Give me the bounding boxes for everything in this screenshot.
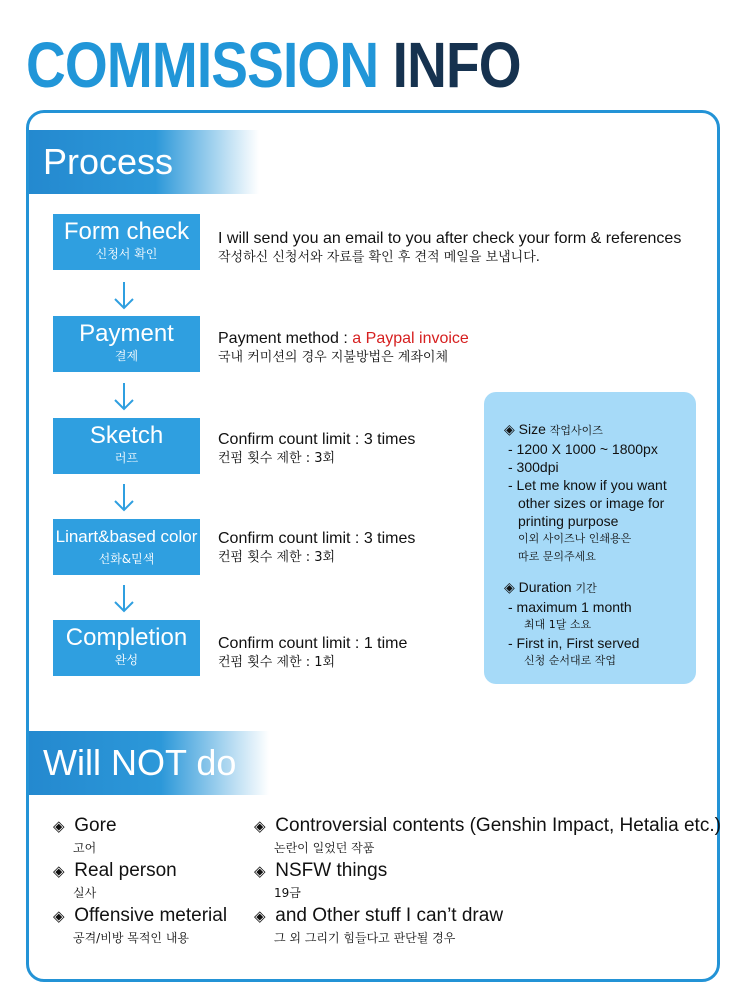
diamond-bullet-icon: ◈ <box>254 863 266 880</box>
duration-item: - First in, First served <box>508 635 640 651</box>
duration-note-ko: 신청 순서대로 작업 <box>524 654 617 667</box>
down-arrow-icon <box>112 482 136 512</box>
duration-item: - maximum 1 month <box>508 599 632 615</box>
will-not-do-item: ◈ Offensive meterial 공격/비방 목적인 내용 <box>53 905 228 945</box>
down-arrow-icon <box>112 280 136 310</box>
step-label-ko: 완성 <box>114 653 139 667</box>
will-not-do-item: ◈ Controversial contents (Genshin Impact, Hetalia etc.) 논란이 일었던 작품 <box>254 815 721 855</box>
step-label-ko: 선화&밑색 <box>98 552 155 566</box>
step-desc-ko: 작성하신 신청서와 자료를 확인 후 견적 메일을 보냅니다. <box>218 250 540 265</box>
step-label-ko: 러프 <box>114 451 139 465</box>
step-description <box>218 634 407 672</box>
size-duration-info-box <box>484 392 696 684</box>
payment-method-label: Payment method : <box>218 330 353 347</box>
step-desc-ko: 컨펌 횟수 제한 : 3회 <box>218 451 336 466</box>
step-label: Sketch <box>89 422 164 449</box>
size-item: - Let me know if you want <box>508 477 667 493</box>
step-description <box>218 329 469 367</box>
will-not-do-item: ◈ Real person 실사 <box>53 860 177 900</box>
title-part-commission: COMMISSION <box>26 29 379 101</box>
step-desc-en: Confirm count limit : 1 time <box>218 635 408 652</box>
step-desc-en: Confirm count limit : 3 times <box>218 530 416 547</box>
will-not-do-heading: Will NOT do <box>29 731 269 795</box>
step-label: Completion <box>65 624 188 651</box>
size-note-ko: 따로 문의주세요 <box>518 550 596 563</box>
step-desc-en: I will send you an email to you after check your form & references <box>218 230 682 247</box>
step-label: Linart&based color <box>55 527 198 546</box>
diamond-bullet-icon: ◈ <box>53 908 65 925</box>
diamond-bullet-icon: ◈ <box>53 863 65 880</box>
step-desc-en <box>218 329 469 348</box>
size-item-cont: printing purpose <box>518 513 619 529</box>
will-not-do-item: ◈ NSFW things 19금 <box>254 860 388 900</box>
will-not-do-item: ◈ Gore 고어 <box>53 815 117 855</box>
step-label: Form check <box>63 218 190 245</box>
size-item-cont: other sizes or image for <box>518 495 665 511</box>
step-desc-ko: 컨펌 횟수 제한 : 3회 <box>218 550 336 565</box>
step-payment <box>53 316 200 372</box>
step-desc-ko: 컨펌 횟수 제한 : 1회 <box>218 655 336 670</box>
payment-method-value: a Paypal invoice <box>352 330 469 347</box>
diamond-bullet-icon: ◈ <box>254 908 266 925</box>
step-label-ko: 결제 <box>114 349 139 363</box>
diamond-bullet-icon: ◈ <box>53 818 65 835</box>
page-title <box>26 30 521 100</box>
size-item: - 1200 X 1000 ~ 1800px <box>508 441 658 457</box>
process-heading: Process <box>29 130 259 194</box>
step-sketch <box>53 418 200 474</box>
size-heading: ◈ Size 작업사이즈 <box>504 421 603 437</box>
will-not-do-item: ◈ and Other stuff I can’t draw 그 외 그리기 힘들다고 판단될 경우 <box>254 905 504 945</box>
step-lineart-base-color <box>53 519 200 575</box>
step-form-check <box>53 214 200 270</box>
down-arrow-icon <box>112 583 136 613</box>
step-completion <box>53 620 200 676</box>
step-label: Payment <box>79 320 174 347</box>
diamond-bullet-icon: ◈ <box>254 818 266 835</box>
down-arrow-icon <box>112 381 136 411</box>
size-item: - 300dpi <box>508 459 559 475</box>
step-description <box>218 229 681 267</box>
step-label-ko: 신청서 확인 <box>95 247 158 261</box>
step-desc-en: Confirm count limit : 3 times <box>218 431 416 448</box>
step-description <box>218 430 415 468</box>
duration-heading: ◈ Duration 기간 <box>504 579 597 595</box>
step-desc-ko: 국내 커미션의 경우 지불방법은 계좌이체 <box>218 350 449 365</box>
duration-note-ko: 최대 1달 소요 <box>524 618 592 631</box>
size-note-ko: 이외 사이즈나 인쇄용은 <box>518 532 632 545</box>
title-part-info: INFO <box>392 29 521 101</box>
step-description <box>218 529 415 567</box>
